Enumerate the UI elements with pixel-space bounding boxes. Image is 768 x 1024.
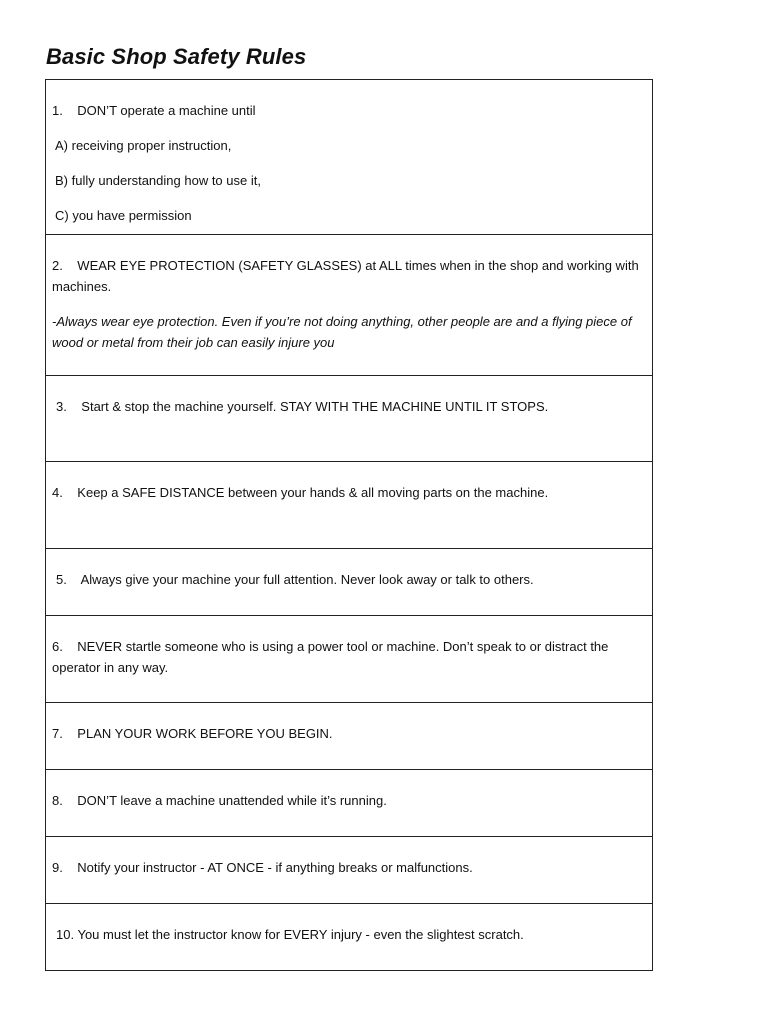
rule-cell-2 <box>46 235 653 376</box>
rule-5-text: Always give your machine your full attention. Never look away or talk to others. <box>80 572 534 587</box>
rule-row-6 <box>46 616 653 703</box>
rule-4-number: 4. <box>52 485 63 500</box>
rule-9-number: 9. <box>52 860 63 875</box>
rule-9-text: Notify your instructor - AT ONCE - if anything breaks or malfunctions. <box>77 860 473 875</box>
rule-8-paragraph <box>52 790 646 811</box>
rule-1-sub-item-b: B) fully understanding how to use it, <box>55 173 261 188</box>
rule-row-5 <box>46 549 653 616</box>
rule-4-paragraph <box>52 482 646 503</box>
rule-row-4 <box>46 462 653 549</box>
rule-4-text: Keep a SAFE DISTANCE between your hands & all moving parts on the machine. <box>77 485 549 500</box>
rule-cell-5 <box>46 549 653 616</box>
rule-6-number: 6. <box>52 639 63 654</box>
rule-3-text: Start & stop the machine yourself. STAY WITH THE MACHINE UNTIL IT STOPS. <box>81 399 549 414</box>
rule-row-10 <box>46 904 653 971</box>
rule-cell-3 <box>46 376 653 462</box>
rule-row-8 <box>46 770 653 837</box>
rule-7-number: 7. <box>52 726 63 741</box>
rule-2-text: WEAR EYE PROTECTION (SAFETY GLASSES) at ALL times when in the shop and working with machines. <box>52 258 639 294</box>
rule-7-text: PLAN YOUR WORK BEFORE YOU BEGIN. <box>77 726 333 741</box>
rule-8-text: DON’T leave a machine unattended while it’s running. <box>77 793 387 808</box>
rule-6-paragraph <box>52 636 646 678</box>
rule-5-paragraph <box>52 569 646 590</box>
rule-1-number: 1. <box>52 103 63 118</box>
rule-8-number: 8. <box>52 793 63 808</box>
rule-3-number: 3. <box>56 399 67 414</box>
rule-row-2 <box>46 235 653 376</box>
rule-10-number: 10. <box>56 927 75 942</box>
rule-row-9 <box>46 837 653 904</box>
rule-2-number: 2. <box>52 258 63 273</box>
rule-5-number: 5. <box>56 572 67 587</box>
rule-cell-4 <box>46 462 653 549</box>
rule-cell-1 <box>46 80 653 235</box>
rule-10-paragraph <box>52 924 646 945</box>
rules-table <box>45 79 653 971</box>
rule-row-1 <box>46 80 653 235</box>
rule-row-7 <box>46 703 653 770</box>
rule-7-paragraph <box>52 723 646 744</box>
rule-cell-9 <box>46 837 653 904</box>
rule-cell-8 <box>46 770 653 837</box>
rule-1-heading <box>52 100 646 121</box>
rule-9-paragraph <box>52 857 646 878</box>
rule-3-paragraph <box>52 396 646 417</box>
rule-2-note: -Always wear eye protection. Even if you’re not doing anything, other people are and a flying piece of wood or metal from their job can easily injure you <box>52 314 632 350</box>
rule-cell-6 <box>46 616 653 703</box>
rule-10-text: You must let the instructor know for EVERY injury - even the slightest scratch. <box>77 927 524 942</box>
rule-1-text: DON’T operate a machine until <box>77 103 256 118</box>
rule-row-3 <box>46 376 653 462</box>
rule-1-sub-item-c: C) you have permission <box>55 208 192 223</box>
rule-cell-7 <box>46 703 653 770</box>
rule-6-text: NEVER startle someone who is using a power tool or machine. Don’t speak to or distract the operator in any way. <box>52 639 609 675</box>
rule-2-paragraph <box>52 255 646 297</box>
rule-1-sub-item-a: A) receiving proper instruction, <box>55 138 232 153</box>
page-title: Basic Shop Safety Rules <box>46 44 307 69</box>
rule-cell-10 <box>46 904 653 971</box>
